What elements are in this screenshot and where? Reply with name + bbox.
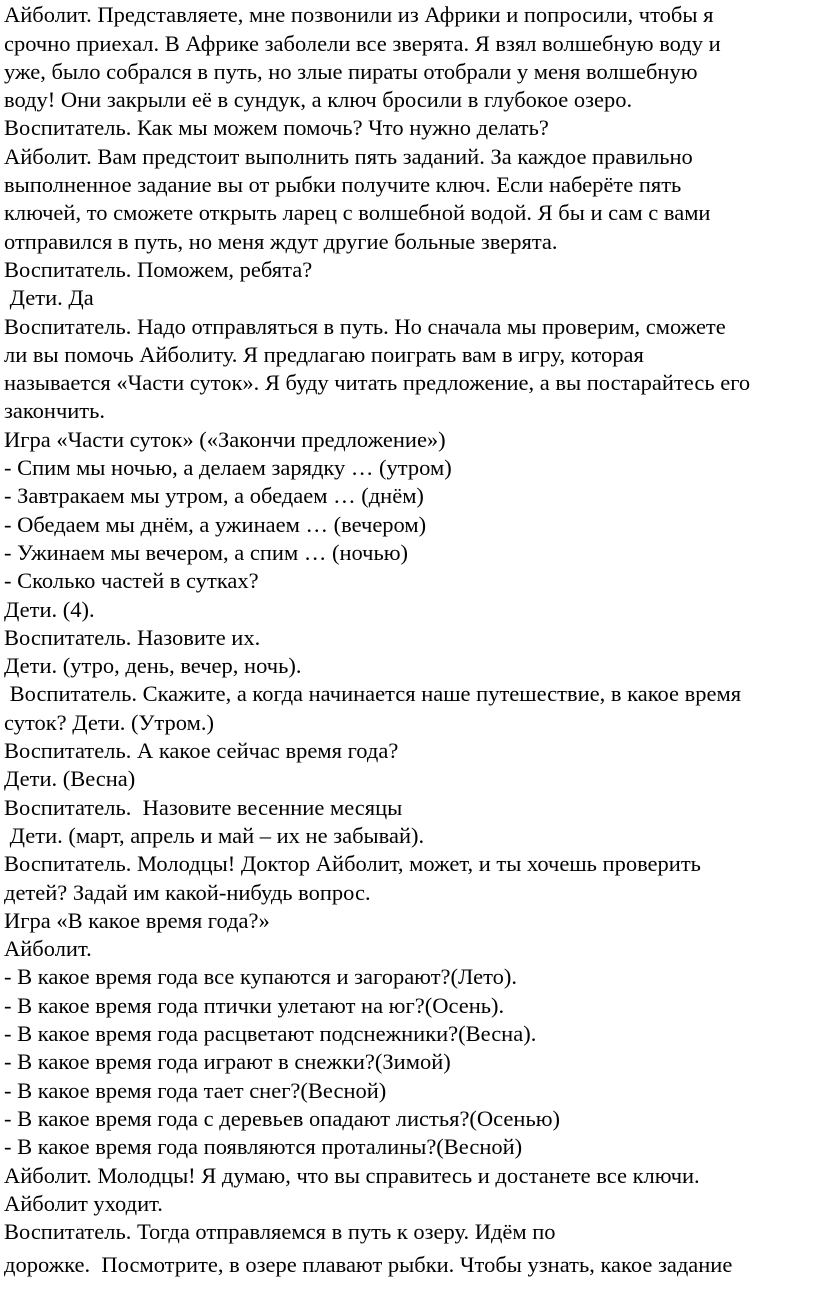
text-line: Игра «В какое время года?» bbox=[4, 908, 270, 933]
text-line: выполненное задание вы от рыбки получите ключ. Если наберёте пять bbox=[4, 172, 682, 197]
text-line: - Ужинаем мы вечером, а спим … (ночью) bbox=[4, 540, 409, 565]
text-line: называется «Части суток». Я буду читать предложение, а вы постарайтесь его bbox=[4, 370, 751, 395]
text-line: Дети. (утро, день, вечер, ночь). bbox=[4, 653, 302, 678]
text-line: ключей, то сможете открыть ларец с волшебной водой. Я бы и сам с вами bbox=[4, 200, 711, 225]
text-line: - Завтракаем мы утром, а обедаем … (днём) bbox=[4, 483, 424, 508]
document-page bbox=[4, 0, 816, 1292]
text-line: Дети. (Весна) bbox=[4, 766, 136, 791]
text-line: Воспитатель. Назовите их. bbox=[4, 625, 261, 650]
text-line: Воспитатель. Скажите, а когда начинается наше путешествие, в какое время bbox=[4, 681, 742, 706]
text-line: - В какое время года птички улетают на юг?(Осень). bbox=[4, 993, 505, 1018]
text-line: - В какое время года с деревьев опадают листья?(Осенью) bbox=[4, 1106, 561, 1131]
text-line: Айболит уходит. bbox=[4, 1191, 163, 1216]
text-line: уже, было собрался в путь, но злые пираты отобрали у меня волшебную bbox=[4, 59, 698, 84]
text-line: - В какое время года все купаются и загорают?(Лето). bbox=[4, 964, 518, 989]
text-line: - Сколько частей в сутках? bbox=[4, 568, 259, 593]
text-line: закончить. bbox=[4, 398, 106, 423]
text-line: суток? Дети. (Утром.) bbox=[4, 710, 214, 735]
text-line: Воспитатель. Надо отправляться в путь. Но сначала мы проверим, сможете bbox=[4, 314, 726, 339]
text-line: Айболит. Молодцы! Я думаю, что вы справитесь и достанете все ключи. bbox=[4, 1163, 700, 1188]
text-line: - В какое время года расцветают подснежники?(Весна). bbox=[4, 1021, 537, 1046]
text-line: срочно приехал. В Африке заболели все зверята. Я взял волшебную воду и bbox=[4, 31, 721, 56]
text-line: Дети. Да bbox=[4, 285, 94, 310]
text-line: Воспитатель. Тогда отправляемся в путь к озеру. Идём по bbox=[4, 1219, 556, 1244]
text-line: Воспитатель. Как мы можем помочь? Что нужно делать? bbox=[4, 115, 549, 140]
text-line: воду! Они закрыли её в сундук, а ключ бросили в глубокое озеро. bbox=[4, 87, 633, 112]
text-line: Воспитатель. А какое сейчас время года? bbox=[4, 738, 399, 763]
text-line: Игра «Части суток» («Закончи предложение») bbox=[4, 427, 446, 452]
text-line: Воспитатель. Молодцы! Доктор Айболит, может, и ты хочешь проверить bbox=[4, 851, 701, 876]
text-line: детей? Задай им какой-нибудь вопрос. bbox=[4, 880, 371, 905]
text-line: дорожке. Посмотрите, в озере плавают рыбки. Чтобы узнать, какое задание bbox=[4, 1252, 733, 1277]
text-line: - В какое время года тает снег?(Весной) bbox=[4, 1078, 387, 1103]
text-line: - В какое время года играют в снежки?(Зимой) bbox=[4, 1049, 451, 1074]
text-line: - Спим мы ночью, а делаем зарядку … (утром) bbox=[4, 455, 452, 480]
text-line: Воспитатель. Поможем, ребята? bbox=[4, 257, 313, 282]
text-line: ли вы помочь Айболиту. Я предлагаю поиграть вам в игру, которая bbox=[4, 342, 644, 367]
text-line: Айболит. bbox=[4, 936, 92, 961]
text-line: Айболит. Вам предстоит выполнить пять заданий. За каждое правильно bbox=[4, 144, 693, 169]
text-line: Айболит. Представляете, мне позвонили из Африки и попросили, чтобы я bbox=[4, 2, 714, 27]
text-line: - Обедаем мы днём, а ужинаем … (вечером) bbox=[4, 512, 427, 537]
text-line: Дети. (4). bbox=[4, 597, 95, 622]
text-line: Воспитатель. Назовите весенние месяцы bbox=[4, 795, 403, 820]
text-line: - В какое время года появляются проталины?(Весной) bbox=[4, 1134, 523, 1159]
text-line: Дети. (март, апрель и май – их не забывай). bbox=[4, 823, 425, 848]
text-line: отправился в путь, но меня ждут другие больные зверята. bbox=[4, 229, 558, 254]
